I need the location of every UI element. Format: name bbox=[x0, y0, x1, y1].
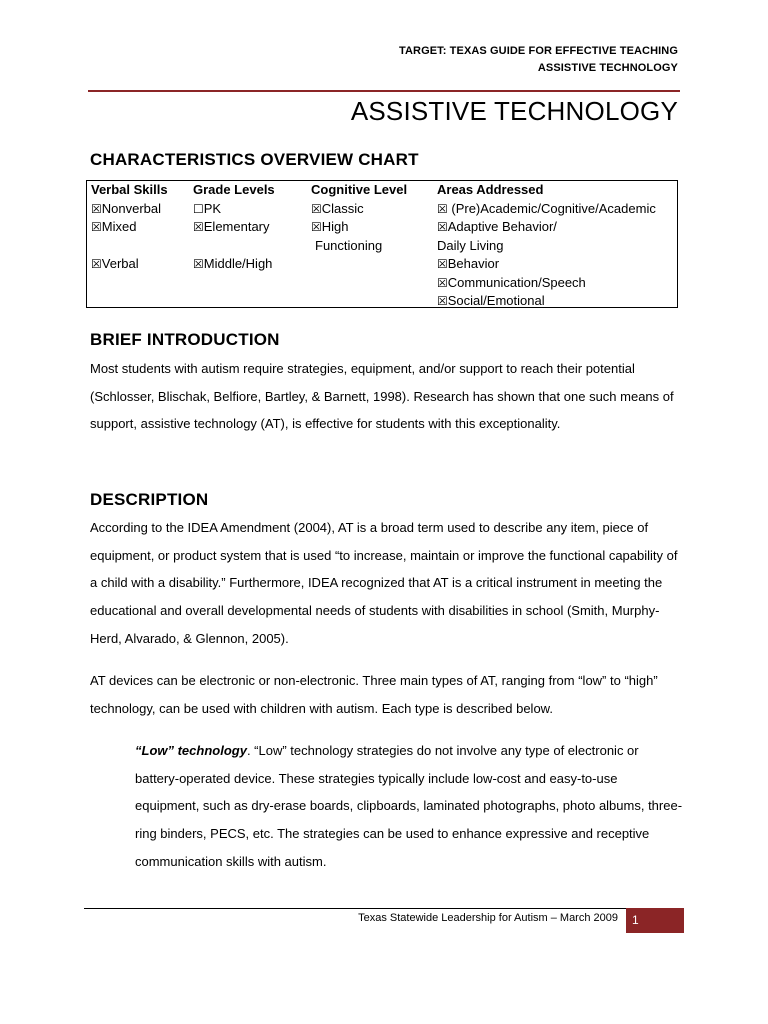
checked-box-icon: ☒ bbox=[437, 275, 448, 290]
low-tech-text: . “Low” technology strategies do not involve any type of electronic or battery-operated device. These strategies typically include low-cost and easy-to-use equipment, such as dry-erase boards, clipboards, laminated photographs, photo albums, three-ring binders, PECS, etc. The strategies can be used to enhance expressive and receptive communication skills with autism. bbox=[135, 743, 683, 869]
column-header: Cognitive Level bbox=[311, 182, 408, 197]
low-tech-paragraph bbox=[135, 737, 685, 876]
chart-heading: CHARACTERISTICS OVERVIEW CHART bbox=[90, 150, 419, 169]
intro-paragraph: Most students with autism require strategies, equipment, and/or support to reach their potential (Schlosser, Blischak, Belfiore, Bartley, & Barnett, 1998). Research has shown that one such means of support, assistive technology (AT), is effective for students with this exceptionality. bbox=[90, 361, 674, 432]
column-header: Areas Addressed bbox=[437, 182, 544, 197]
checkbox-item bbox=[437, 292, 656, 311]
checkbox-label: Communication/Speech bbox=[447, 274, 586, 290]
checkbox-label: Verbal bbox=[101, 256, 139, 271]
unchecked-box-icon: ☐ bbox=[193, 201, 204, 216]
checkbox-item bbox=[437, 255, 656, 274]
document-title: ASSISTIVE TECHNOLOGY bbox=[350, 96, 678, 126]
characteristics-chart bbox=[86, 180, 678, 308]
chart-column-cognitive-level bbox=[311, 181, 407, 255]
checked-box-icon: ☒ bbox=[437, 220, 448, 234]
checkbox-label: Middle/High bbox=[203, 256, 273, 271]
checkbox-item bbox=[311, 200, 407, 219]
checkbox-item bbox=[193, 255, 275, 274]
chart-column-verbal-skills bbox=[91, 181, 168, 274]
low-tech-term: “Low” technology bbox=[135, 743, 247, 758]
description-paragraph-1: According to the IDEA Amendment (2004), AT is a broad term used to describe any item, piece of equipment, or product system that is used “to increase, maintain or improve the functional capability of a child with a disability.” Furthermore, IDEA recognized that AT is a critical instrument in meeting the educational and overall developmental needs of students with disabilities in school (Smith, Murphy-Herd, Alvarado, & Glennon, 2005). bbox=[90, 520, 678, 646]
description-heading: DESCRIPTION bbox=[90, 490, 209, 509]
checkbox-label: Social/Emotional bbox=[447, 293, 545, 308]
chart-column-areas-addressed bbox=[437, 181, 656, 311]
page-number: 1 bbox=[632, 913, 639, 927]
checked-box-icon: ☒ bbox=[311, 220, 322, 234]
checkbox-item bbox=[193, 200, 275, 219]
checked-box-icon: ☒ bbox=[91, 220, 102, 234]
running-header bbox=[399, 43, 678, 77]
checked-box-icon: ☒ bbox=[193, 220, 204, 234]
checkbox-label: Behavior bbox=[447, 256, 500, 271]
footer-text: Texas Statewide Leadership for Autism – March 2009 bbox=[358, 912, 618, 924]
checked-box-icon: ☒ bbox=[437, 201, 448, 216]
checked-box-icon: ☒ bbox=[437, 294, 448, 308]
intro-heading: BRIEF INTRODUCTION bbox=[90, 330, 280, 349]
checkbox-label-continuation: Daily Living bbox=[437, 237, 504, 253]
description-paragraph-2: AT devices can be electronic or non-electronic. Three main types of AT, ranging from “low” to “high” technology, can be used with children with autism. Each type is described below. bbox=[90, 673, 658, 716]
chart-column-grade-levels bbox=[193, 181, 275, 274]
checkbox-label: Adaptive Behavior/ bbox=[447, 219, 557, 234]
checkbox-item bbox=[91, 255, 168, 274]
checked-box-icon: ☒ bbox=[91, 257, 102, 271]
checkbox-label: Mixed bbox=[101, 219, 137, 234]
column-header: Verbal Skills bbox=[91, 182, 168, 197]
checkbox-item bbox=[437, 200, 656, 219]
checkbox-label-continuation: Functioning bbox=[315, 237, 383, 253]
column-header: Grade Levels bbox=[193, 182, 275, 197]
running-header-line1: TARGET: TEXAS GUIDE FOR EFFECTIVE TEACHING bbox=[398, 45, 678, 57]
checkbox-item bbox=[437, 218, 656, 237]
footer-divider bbox=[84, 908, 626, 909]
page-number-badge bbox=[626, 908, 684, 933]
checkbox-label: Classic bbox=[321, 200, 364, 216]
checked-box-icon: ☒ bbox=[437, 257, 448, 271]
checkbox-item bbox=[91, 200, 168, 219]
running-header-line2: ASSISTIVE TECHNOLOGY bbox=[537, 62, 678, 74]
checkbox-label: Elementary bbox=[203, 219, 270, 234]
checkbox-item bbox=[311, 218, 407, 237]
checkbox-label: PK bbox=[203, 200, 222, 216]
checkbox-item bbox=[91, 218, 168, 237]
checkbox-label: Nonverbal bbox=[101, 200, 162, 216]
checkbox-label: (Pre)Academic/Cognitive/Academic bbox=[447, 200, 656, 216]
checkbox-label: High bbox=[321, 219, 349, 234]
checkbox-item bbox=[193, 218, 275, 237]
checkbox-item bbox=[437, 274, 656, 293]
checked-box-icon: ☒ bbox=[193, 257, 204, 271]
checked-box-icon: ☒ bbox=[311, 201, 322, 216]
checked-box-icon: ☒ bbox=[91, 201, 102, 216]
header-divider bbox=[88, 90, 680, 92]
